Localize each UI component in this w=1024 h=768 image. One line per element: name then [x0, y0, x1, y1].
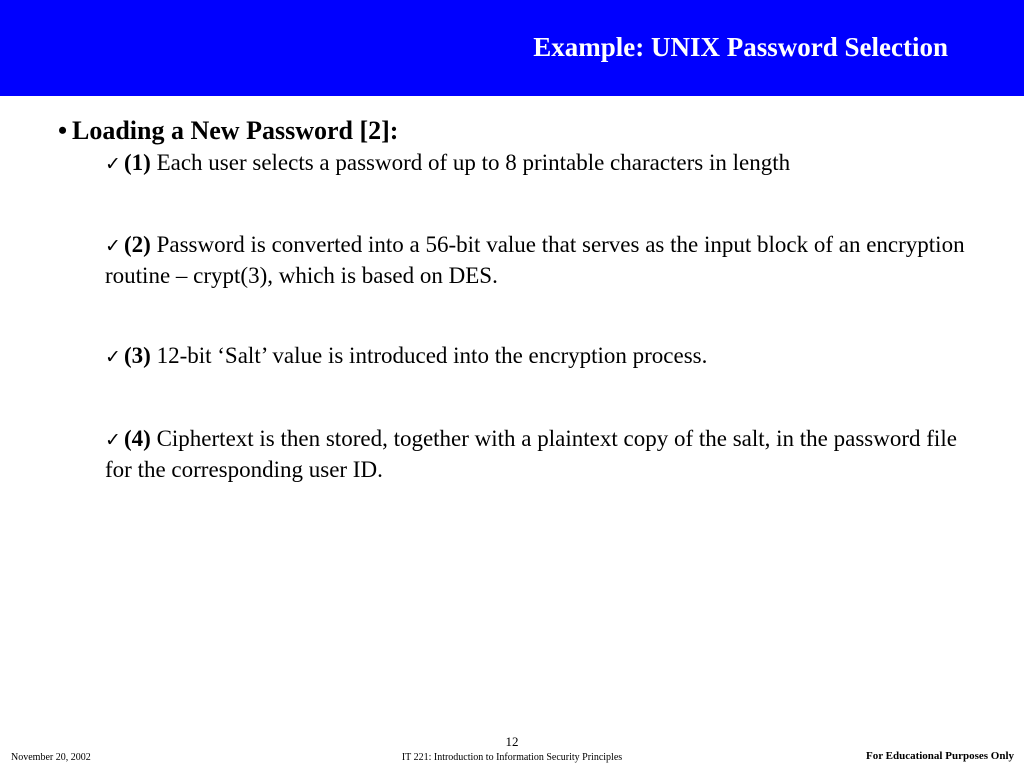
- checkmark-icon: ✓: [105, 153, 121, 175]
- list-item: [105, 148, 985, 179]
- footer-notice: For Educational Purposes Only: [865, 750, 1014, 762]
- footer-date: November 20, 2002: [11, 752, 91, 763]
- checkmark-icon: ✓: [105, 429, 121, 451]
- list-item: [105, 230, 985, 290]
- list-item: [105, 341, 985, 372]
- item-number: (2): [124, 232, 151, 257]
- footer-course-title: IT 221: Introduction to Information Security Principles: [401, 752, 623, 763]
- main-bullet-heading: Loading a New Password [2]:: [72, 116, 399, 145]
- item-number: (4): [124, 426, 151, 451]
- bullet-icon: •: [58, 116, 68, 145]
- slide-title: Example: UNIX Password Selection: [533, 32, 948, 62]
- checkmark-icon: ✓: [105, 235, 121, 257]
- page-number: 12: [505, 734, 519, 749]
- item-text: 12-bit ‘Salt’ value is introduced into the encryption process.: [150, 343, 708, 368]
- item-text: Password is converted into a 56-bit value that serves as the input block of an encryption routine – crypt(3), which is based on DES.: [105, 232, 965, 288]
- item-text: Ciphertext is then stored, together with a plaintext copy of the salt, in the password file for the corresponding user ID.: [105, 426, 957, 482]
- checkmark-icon: ✓: [105, 346, 121, 368]
- item-number: (1): [124, 150, 151, 175]
- list-item: [105, 424, 985, 484]
- item-number: (3): [124, 343, 151, 368]
- main-bullet: [58, 116, 398, 146]
- item-text: Each user selects a password of up to 8 printable characters in length: [150, 150, 791, 175]
